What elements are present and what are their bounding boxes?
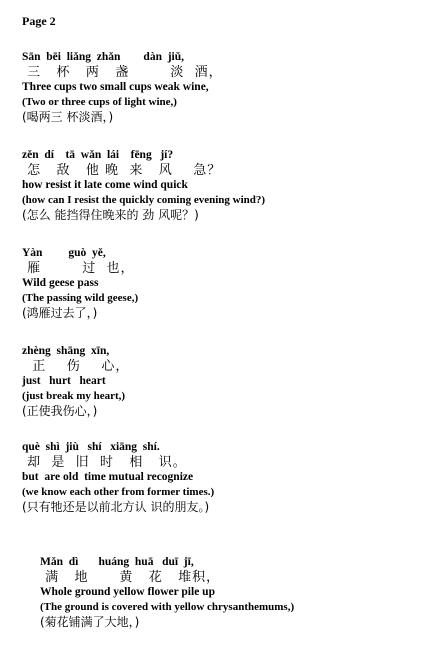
- english-translation: (Two or three cups of light wine,): [22, 96, 177, 108]
- pinyin-line: què shì jiù shí xiāng shí.: [22, 441, 160, 453]
- page-number: Page 2: [22, 14, 56, 28]
- word-gloss-line: but are old time mutual recognize: [22, 471, 194, 483]
- word-gloss-line: Three cups two small cups weak wine,: [22, 81, 209, 93]
- modern-chinese-translation: (鸿雁过去了，): [22, 306, 98, 320]
- english-translation: (The passing wild geese,): [22, 292, 139, 304]
- stanza-6: [40, 555, 420, 630]
- modern-chinese-translation: (怎么 能挡得住晚来的 劲 风呢？): [22, 208, 199, 222]
- word-gloss-line: Wild geese pass: [22, 277, 99, 289]
- word-gloss-line: just hurt heart: [22, 375, 106, 387]
- english-translation: (we know each other from former times.): [22, 486, 215, 498]
- stanza-2: [22, 148, 417, 223]
- pinyin-line: Mǎn dì huáng huā duī jī,: [40, 556, 194, 568]
- chinese-characters-line: 正 伤 心，: [22, 359, 130, 374]
- modern-chinese-translation: (菊花铺满了大地，): [40, 615, 140, 629]
- english-translation: (The ground is covered with yellow chrysanthemums,): [40, 601, 295, 613]
- chinese-characters-line: 满 地 黄 花 堆积，: [40, 570, 221, 585]
- stanza-5: [22, 440, 417, 515]
- stanza-4: [22, 344, 417, 419]
- word-gloss-line: Whole ground yellow flower pile up: [40, 586, 215, 598]
- word-gloss-line: how resist it late come wind quick: [22, 179, 188, 191]
- pinyin-line: Yàn guò yě,: [22, 247, 106, 259]
- modern-chinese-translation: (正使我伤心，): [22, 404, 98, 418]
- stanza-3: [22, 246, 417, 321]
- english-translation: (how can I resist the quickly coming evening wind?): [22, 194, 266, 206]
- chinese-characters-line: 却 是 旧 时 相 识。: [22, 455, 187, 470]
- english-translation: (just break my heart,): [22, 390, 126, 402]
- pinyin-line: Sān bēi liǎng zhǎn dàn jiǔ,: [22, 51, 185, 63]
- pinyin-line: zhèng shāng xīn,: [22, 345, 110, 357]
- chinese-characters-line: 三 杯 两 盏 淡 酒，: [22, 65, 223, 80]
- chinese-characters-line: 怎 敌 他 晚 来 风 急？: [22, 163, 222, 178]
- chinese-characters-line: 雁 过 也，: [22, 261, 135, 276]
- pinyin-line: zěn dí tā wǎn lái fēng jí?: [22, 149, 174, 161]
- stanza-1: [22, 50, 417, 125]
- modern-chinese-translation: (喝两三 杯淡酒，): [22, 110, 114, 124]
- modern-chinese-translation: (只有牠还是以前北方认 识的朋友。): [22, 500, 210, 514]
